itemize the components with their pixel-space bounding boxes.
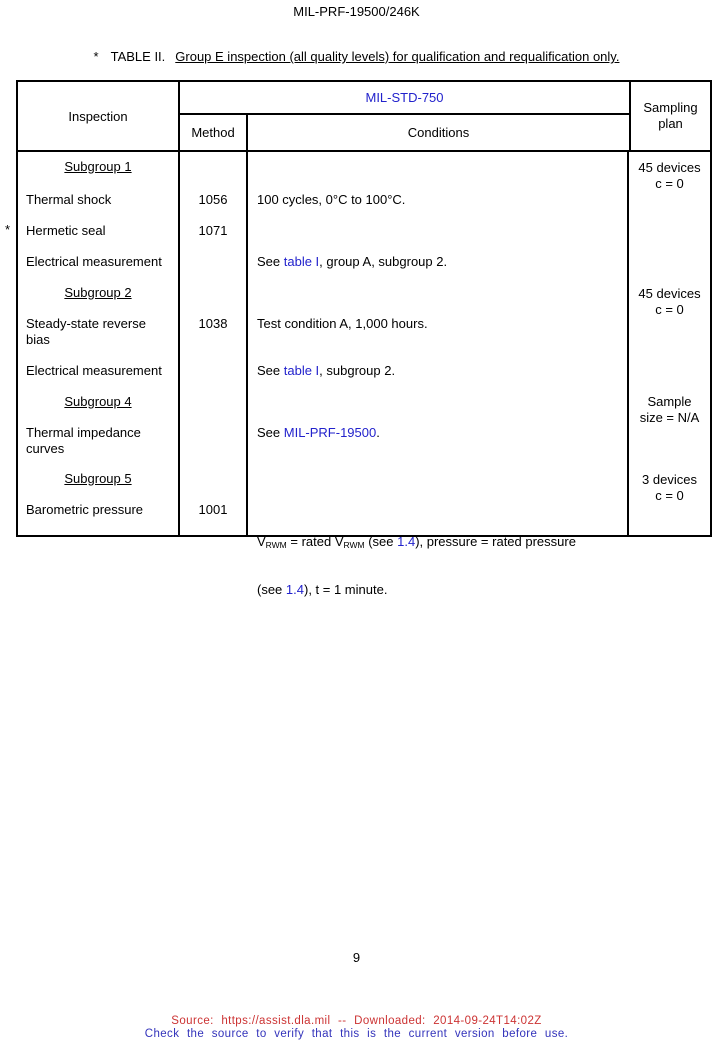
- subgroup-5-heading: Subgroup 5: [64, 471, 132, 486]
- subgroup-4-heading: Subgroup 4: [64, 394, 132, 409]
- row-reverse-bias-label: Steady-state reverse bias: [26, 316, 146, 347]
- table-title: [0, 49, 713, 64]
- subgroup-2-sampling-plan: 45 devices c = 0: [638, 286, 701, 317]
- table-i-link[interactable]: table I: [283, 363, 320, 378]
- column-header-sampling-plan: Sampling plan: [629, 82, 710, 150]
- row-hermetic-seal-label: Hermetic seal: [26, 223, 106, 238]
- ref-1-4-link[interactable]: 1.4: [397, 534, 416, 549]
- subgroup-4-sampling-plan: Sample size = N/A: [639, 394, 700, 425]
- row-electrical-measurement-2-conditions: See table I, subgroup 2.: [257, 363, 396, 378]
- row-hermetic-seal-method: 1071: [198, 223, 228, 238]
- row-thermal-shock-method: 1056: [198, 192, 228, 207]
- row-thermal-shock-label: Thermal shock: [26, 192, 112, 207]
- footer-source-line: Source: https://assist.dla.mil -- Downloaded: 2014-09-24T14:02Z: [171, 1015, 542, 1027]
- subgroup-1-heading: Subgroup 1: [64, 159, 132, 174]
- subgroup-1-sampling-plan: 45 devices c = 0: [638, 160, 701, 191]
- table-body: [18, 152, 710, 597]
- column-header-mil-std-750: [180, 82, 629, 115]
- row-barometric-pressure-label: Barometric pressure: [26, 502, 144, 517]
- row-barometric-pressure-method: 1001: [198, 502, 228, 517]
- row-barometric-pressure-conditions: $V_{RWM}$ = rated $V_{RWM}$ (see 1.4), pressure = rated pressure (see 1.4), t = 1 minute.: [257, 534, 576, 597]
- column-header-method: Method: [180, 115, 248, 150]
- title-label: TABLE II.: [110, 49, 166, 64]
- mil-prf-19500-link[interactable]: MIL-PRF-19500: [283, 425, 377, 440]
- title-change-asterisk: *: [93, 49, 99, 64]
- subgroup-5-sampling-plan: 3 devices c = 0: [642, 472, 697, 503]
- title-text: Group E inspection (all quality levels) for qualification and requalification only.: [175, 49, 620, 64]
- row-electrical-measurement-2-label: Electrical measurement: [26, 363, 162, 378]
- row-reverse-bias-method: 1038: [198, 316, 228, 331]
- ref-1-4-link[interactable]: 1.4: [285, 582, 304, 597]
- table-header: [18, 82, 710, 152]
- column-header-conditions: Conditions: [407, 125, 470, 140]
- table-i-link[interactable]: table I: [283, 254, 320, 269]
- subgroup-2-heading: Subgroup 2: [64, 285, 132, 300]
- column-divider: [246, 152, 248, 535]
- row-reverse-bias-conditions: Test condition A, 1,000 hours.: [257, 316, 428, 331]
- document-id-header: MIL-PRF-19500/246K: [293, 4, 420, 19]
- row-thermal-impedance-conditions: See MIL-PRF-19500.: [257, 425, 380, 440]
- footer-notice-line: Check the source to verify that this is the current version before use.: [144, 1028, 569, 1040]
- mil-std-750-link[interactable]: MIL-STD-750: [365, 90, 444, 105]
- page-number: 9: [352, 950, 361, 965]
- column-divider: [178, 152, 180, 535]
- margin-change-asterisk: *: [5, 222, 11, 237]
- group-e-inspection-table: [16, 80, 712, 597]
- row-thermal-impedance-label: Thermal impedance curves: [26, 425, 141, 456]
- assist-footer-stamp: [0, 1015, 713, 1041]
- row-electrical-measurement-1-label: Electrical measurement: [26, 254, 162, 269]
- row-thermal-shock-conditions: 100 cycles, 0°C to 100°C.: [257, 192, 406, 207]
- column-header-inspection: Inspection: [18, 82, 180, 150]
- row-electrical-measurement-1-conditions: See table I, group A, subgroup 2.: [257, 254, 448, 269]
